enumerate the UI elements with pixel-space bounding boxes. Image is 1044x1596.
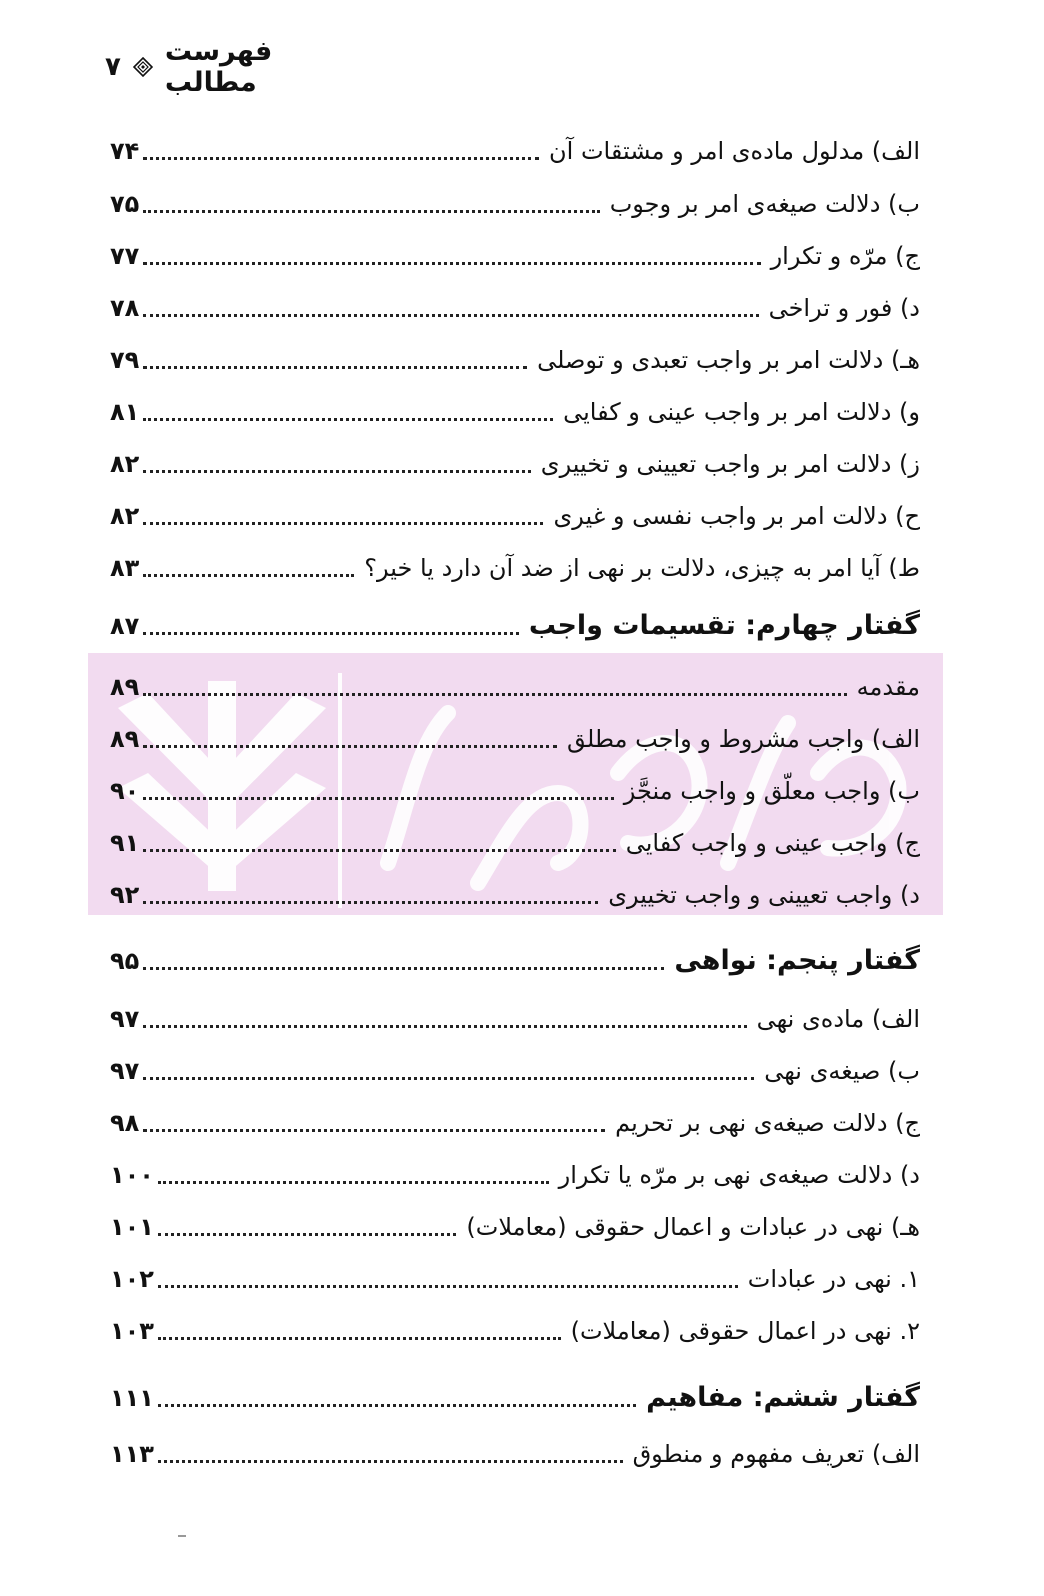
dot-leader [143, 418, 553, 421]
dot-leader [143, 693, 846, 696]
toc-entry [110, 1094, 920, 1138]
toc-page-number: ۸۳ [110, 554, 140, 582]
toc-page-number: ۷۸ [110, 294, 140, 322]
toc-entry-label: ب) صیغه‌ی نهی [764, 1057, 920, 1085]
dot-leader [143, 366, 527, 369]
toc-page-number: ۸۱ [110, 398, 140, 426]
dot-leader [143, 745, 557, 748]
toc-entry-label: ز) دلالت امر بر واجب تعیینی و تخییری [540, 450, 920, 478]
toc-page-number: ۸۹ [110, 673, 140, 701]
toc-page-number: ۸۷ [110, 612, 140, 640]
toc-chapter-heading [110, 597, 920, 641]
toc-entry [110, 331, 920, 375]
dot-leader [158, 1233, 456, 1236]
toc-page-number: ۹۵ [110, 947, 140, 975]
dot-leader [143, 314, 758, 317]
toc-entry-label: الف) مدلول ماده‌ی امر و مشتقات آن [549, 137, 920, 165]
toc-entry-label: ۲. نهی در اعمال حقوقی (معاملات) [570, 1317, 920, 1345]
toc-entry-label: د) فور و تراخی [768, 294, 920, 322]
toc-entry-label: د) واجب تعیینی و واجب تخییری [608, 881, 920, 909]
toc-entry [110, 1302, 920, 1346]
toc-page-number: ۷۷ [110, 242, 140, 270]
dot-leader [143, 1077, 754, 1080]
toc-entry [110, 1198, 920, 1242]
dot-leader [143, 157, 539, 160]
dot-leader [143, 967, 664, 970]
dot-leader [143, 262, 760, 265]
dot-leader [143, 522, 543, 525]
toc-entry [110, 658, 920, 702]
dot-leader [143, 1129, 605, 1132]
dot-leader [158, 1285, 738, 1288]
toc-entry [110, 175, 920, 219]
toc-page-number: ۸۹ [110, 725, 140, 753]
toc-entry-label: ب) واجب معلّق و واجب منجَّز [623, 777, 920, 805]
toc-page-number: ۱۱۳ [110, 1440, 154, 1468]
toc-entry [110, 383, 920, 427]
toc-entry-label: ط) آیا امر به چیزی، دلالت بر نهی از ضد آن دارد یا خیر؟ [364, 554, 920, 582]
dot-leader [143, 1025, 746, 1028]
toc-entry-label: د) دلالت صیغه‌ی نهی بر مرّه یا تکرار [558, 1161, 920, 1189]
toc-page-number: ۷۵ [110, 190, 140, 218]
toc-entry [110, 866, 920, 910]
toc-page-number: ۱۱۱ [110, 1384, 154, 1412]
toc-page-number: ۹۷ [110, 1057, 140, 1085]
toc-entry-label: گفتار چهارم: تقسیمات واجب [528, 610, 920, 641]
toc-entry-label: و) دلالت امر بر واجب عینی و کفایی [563, 398, 920, 426]
toc-entry-label: گفتار پنجم: نواهی [674, 945, 920, 976]
toc-entry [110, 762, 920, 806]
toc-entry-label: مقدمه [856, 673, 920, 701]
running-header [105, 36, 355, 98]
dot-leader [158, 1337, 561, 1340]
dot-leader [158, 1460, 623, 1463]
header-title: فهرست مطالب [164, 36, 273, 98]
toc-entry-label: ج) واجب عینی و واجب کفایی [625, 829, 920, 857]
dot-leader [158, 1404, 636, 1407]
toc-page-number: ۹۲ [110, 881, 140, 909]
toc-entry-label: گفتار ششم: مفاهیم [646, 1382, 920, 1413]
toc-entry [110, 279, 920, 323]
header-page-number: ۷ [105, 52, 121, 82]
dot-leader [143, 574, 354, 577]
dot-leader [143, 470, 530, 473]
toc-entry [110, 1042, 920, 1086]
toc-page-number: ۸۲ [110, 502, 140, 530]
toc-chapter-heading [110, 932, 920, 976]
dot-leader [143, 210, 599, 213]
toc-page-number: ۹۸ [110, 1109, 140, 1137]
toc-chapter-heading [110, 1369, 920, 1413]
toc-page-number: ۹۱ [110, 829, 140, 857]
print-mark [178, 1535, 186, 1537]
toc-entry [110, 990, 920, 1034]
toc-page-number: ۱۰۳ [110, 1317, 154, 1345]
toc-page-number: ۱۰۲ [110, 1265, 154, 1293]
toc-entry [110, 487, 920, 531]
toc-entry [110, 710, 920, 754]
toc-entry-label: ج) دلالت صیغه‌ی نهی بر تحریم [615, 1109, 920, 1137]
diamond-ornament-icon [133, 57, 153, 77]
dot-leader [143, 632, 519, 635]
dot-leader [143, 849, 615, 852]
toc-page-number: ۱۰۰ [110, 1161, 154, 1189]
toc-entry [110, 1146, 920, 1190]
dot-leader [143, 797, 613, 800]
toc-entry-label: هـ) دلالت امر بر واجب تعبدی و توصلی [537, 346, 920, 374]
toc-entry-label: ب) دلالت صیغه‌ی امر بر وجوب [609, 190, 920, 218]
toc-page-number: ۱۰۱ [110, 1213, 154, 1241]
toc-entry-label: ج) مرّه و تکرار [770, 242, 920, 270]
toc-entry-label: الف) واجب مشروط و واجب مطلق [566, 725, 920, 753]
toc-entry [110, 814, 920, 858]
dot-leader [158, 1181, 549, 1184]
toc-entry [110, 1250, 920, 1294]
dot-leader [143, 901, 598, 904]
toc-page-number: ۹۰ [110, 777, 140, 805]
toc-entry [110, 227, 920, 271]
toc-page-number: ۷۴ [110, 137, 140, 165]
toc-entry-label: ۱. نهی در عبادات [747, 1265, 920, 1293]
toc-entry-label: الف) تعریف مفهوم و منطوق [632, 1440, 920, 1468]
toc-page-number: ۹۷ [110, 1005, 140, 1033]
toc-entry-label: الف) ماده‌ی نهی [756, 1005, 920, 1033]
toc-entry [110, 1425, 920, 1469]
toc-entry [110, 122, 920, 166]
toc-page-number: ۸۲ [110, 450, 140, 478]
toc-page-number: ۷۹ [110, 346, 140, 374]
toc-entry [110, 539, 920, 583]
toc-entry-label: ح) دلالت امر بر واجب نفسی و غیری [553, 502, 920, 530]
toc-entry-label: هـ) نهی در عبادات و اعمال حقوقی (معاملات) [466, 1213, 920, 1241]
toc-entry [110, 435, 920, 479]
